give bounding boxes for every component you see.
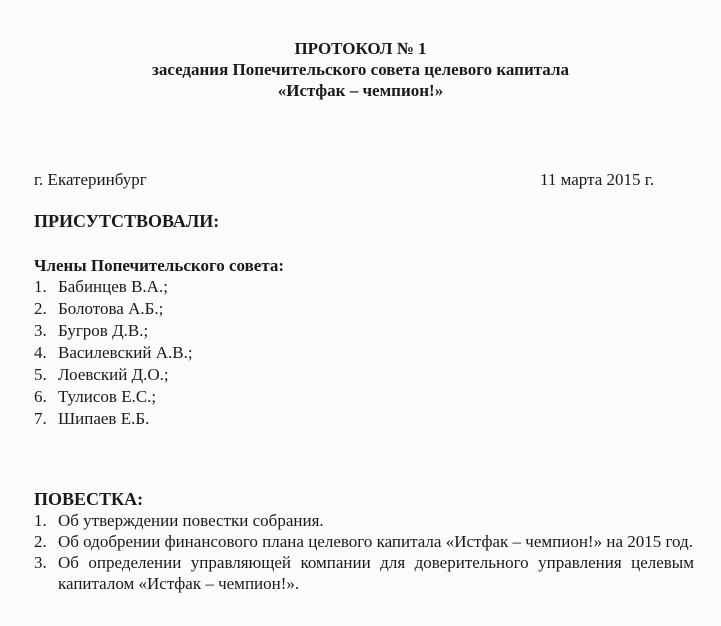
item-number: 5. xyxy=(34,365,47,384)
member-name: Лоевский Д.О.; xyxy=(58,365,169,384)
list-item xyxy=(34,386,193,408)
member-name: Василевский А.В.; xyxy=(58,343,193,362)
list-item xyxy=(34,552,694,594)
member-name: Тулисов Е.С.; xyxy=(58,387,157,406)
member-name: Болотова А.Б.; xyxy=(58,299,164,318)
item-number: 3. xyxy=(34,553,47,572)
item-number: 2. xyxy=(34,299,47,318)
list-item xyxy=(34,408,193,430)
list-item xyxy=(34,531,694,552)
item-number: 1. xyxy=(34,511,47,530)
item-number: 4. xyxy=(34,343,47,362)
protocol-subtitle: заседания Попечительского совета целевого капитала xyxy=(152,60,569,79)
document-header xyxy=(0,38,721,101)
agenda-item-text: Об утверждении повестки собрания. xyxy=(58,511,324,530)
agenda-item-text: Об определении управляющей компании для доверительного управления целевым капиталом «Истфак – чемпион!». xyxy=(58,553,694,593)
item-number: 1. xyxy=(34,277,47,296)
list-item xyxy=(34,298,193,320)
member-name: Шипаев Е.Б. xyxy=(58,409,150,428)
protocol-title: ПРОТОКОЛ № 1 xyxy=(294,39,427,58)
agenda-list xyxy=(34,510,694,594)
members-list xyxy=(34,276,193,430)
list-item xyxy=(34,510,694,531)
city: г. Екатеринбург xyxy=(34,170,147,189)
list-item xyxy=(34,320,193,342)
agenda-item-text: Об одобрении финансового плана целевого капитала «Истфак – чемпион!» на 2015 год. xyxy=(58,532,693,551)
list-item xyxy=(34,276,193,298)
date: 11 марта 2015 г. xyxy=(540,170,655,189)
item-number: 6. xyxy=(34,387,47,406)
item-number: 7. xyxy=(34,409,47,428)
member-name: Бабинцев В.А.; xyxy=(58,277,168,296)
list-item xyxy=(34,364,193,386)
list-item xyxy=(34,342,193,364)
item-number: 3. xyxy=(34,321,47,340)
item-number: 2. xyxy=(34,532,47,551)
fund-name: «Истфак – чемпион!» xyxy=(277,81,444,100)
present-heading: ПРИСУТСТВОВАЛИ: xyxy=(34,211,220,231)
member-name: Бугров Д.В.; xyxy=(58,321,149,340)
members-heading: Члены Попечительского совета: xyxy=(34,256,285,275)
agenda-heading: ПОВЕСТКА: xyxy=(34,489,144,509)
